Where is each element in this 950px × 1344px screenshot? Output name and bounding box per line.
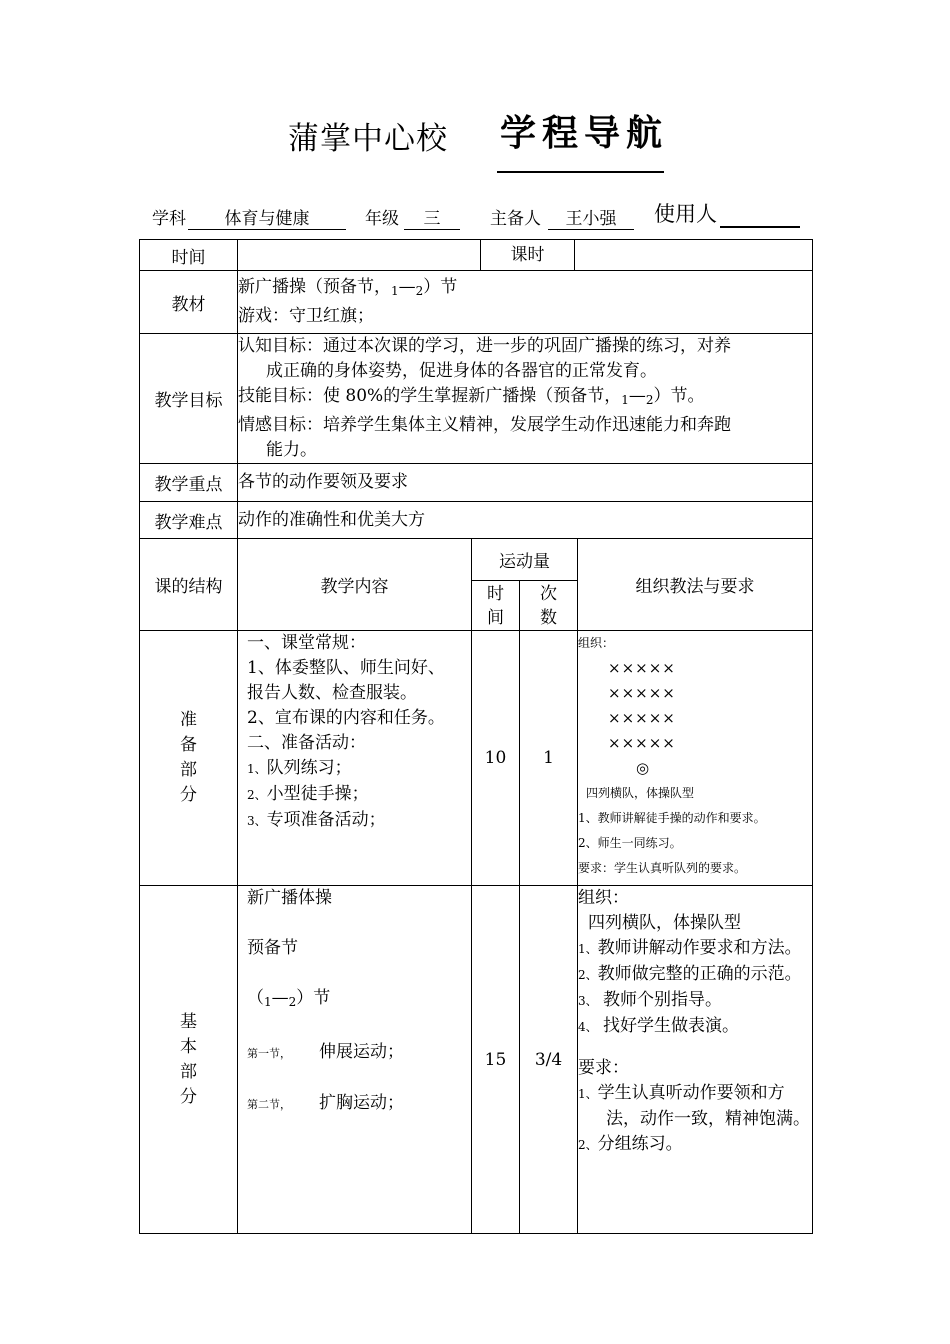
material-sub1: 1 [391,284,399,298]
user-label: 使用人 [654,202,717,226]
prep-num: 1、 [247,762,267,776]
basic-sub2: 2 [288,995,297,1009]
formation-row: ××××× [608,684,676,702]
basic-num: 2、 [578,968,598,982]
basic-method [578,886,813,1234]
prep-section-label [140,631,238,886]
prep-requirement: 要求：学生认真听队列的要求。 [578,861,747,875]
subject-label: 学科 [152,209,186,229]
prep-method [578,631,813,886]
difficulty-value: 动作的准确性和优美大方 [238,502,813,539]
prep-line: 1、体委整队、师生问好、 [247,658,445,678]
material-dash: — [398,277,416,297]
basic-num: 3、 [578,994,598,1008]
load-header: 运动量 [472,539,578,581]
basic-method-line: 教师个别指导。 [597,990,723,1010]
basic-line: 伸展运动； [319,1042,404,1062]
basic-num: 1、 [578,1087,598,1101]
prep-formation: 四列横队，体操队型 [586,786,695,800]
basic-sub1: 1 [264,995,272,1009]
document-title: 学程导航 [500,112,669,154]
user-value [720,202,800,228]
prep-line: 一、课堂常规： [247,633,366,653]
goal-skill: 技能目标：使 80%的学生掌握新广播操（预备节， [238,386,622,406]
key-label: 教学重点 [140,464,238,502]
prep-line: 队列练习； [266,758,352,778]
basic-method-line: 教师讲解动作要求和方法。 [597,938,802,958]
basic-method-line: 教师做完整的正确的示范。 [597,964,802,984]
basic-paren-end: ）节 [296,988,331,1008]
basic-section-label [140,886,238,1234]
goal-skill-end: ）节。 [653,386,705,406]
basic-line: 新广播体操 [247,888,332,908]
load-time-char2: 间 [487,607,504,628]
prep-num: 2、 [247,788,267,802]
preparer-label: 主备人 [490,209,541,229]
prep-method-line: 1、教师讲解徒手操的动作和要求。 [578,811,766,825]
prep-char: 分 [180,785,197,805]
basic-char: 基 [180,1011,197,1032]
basic-dash: — [271,988,289,1008]
prep-method-line: 2、师生一同练习。 [578,836,682,850]
subject-value: 体育与健康 [188,204,346,230]
goal-skill-sub1: 1 [621,393,629,407]
basic-char: 分 [180,1086,197,1107]
material-line1-end: ）节 [423,277,458,297]
basic-org-head: 组织： [578,888,629,908]
lesson-plan-table [139,239,813,1234]
basic-num: 2、 [578,1138,598,1152]
time-label: 时间 [140,240,238,271]
prep-line: 2、宣布课的内容和任务。 [247,708,445,728]
prep-char: 备 [180,735,197,755]
goals-label: 教学目标 [140,334,238,464]
section-number-label: 第一节， [247,1047,291,1060]
content-header: 教学内容 [238,539,472,631]
meta-line [152,198,812,232]
formation-row: ××××× [608,709,676,727]
school-name: 蒲掌中心校 [288,121,448,157]
document-header [0,105,950,165]
preparer-value: 王小强 [548,204,634,230]
time-value [238,240,481,270]
goal-emotion: 情感目标：培养学生集体主义精神，发展学生动作迅速能力和奔跑 [238,415,731,435]
basic-requirement: 学生认真听动作要领和方法，动作一致，精神饱满。 [597,1083,810,1129]
goal-cognitive-cont: 成正确的身体姿势，促进身体的各器官的正常发育。 [266,361,657,381]
basic-line: 扩胸运动； [319,1093,404,1113]
basic-char: 本 [180,1036,197,1057]
period-label: 课时 [481,240,575,270]
basic-paren: （ [247,988,264,1008]
material-label: 教材 [140,271,238,334]
material-line1: 新广播操（预备节， [238,277,391,297]
prep-count: 1 [520,631,578,886]
prep-line: 专项准备活动； [266,810,386,830]
basic-char: 部 [180,1061,197,1082]
load-time-header [472,581,520,631]
teacher-mark: ◎ [636,759,650,777]
period-value [575,240,812,270]
formation-row: ××××× [608,734,676,752]
load-count-header [520,581,578,631]
title-underline [497,171,664,173]
prep-org-head: 组织： [578,636,615,650]
basic-method-line: 找好学生做表演。 [597,1016,740,1036]
difficulty-label: 教学难点 [140,502,238,539]
key-value: 各节的动作要领及要求 [238,464,813,502]
basic-content [238,886,472,1234]
basic-count: 3/4 [520,886,578,1234]
prep-line: 报告人数、检查服装。 [247,683,417,703]
basic-num: 4、 [578,1020,598,1034]
basic-line: 预备节 [247,938,298,958]
material-sub2: 2 [415,284,424,298]
prep-char: 部 [180,760,197,780]
material-line2: 游戏：守卫红旗； [238,306,374,326]
prep-time: 10 [472,631,520,886]
basic-requirement: 分组练习。 [597,1134,683,1154]
load-count-char2: 数 [540,607,557,628]
material-content [238,271,813,334]
grade-label: 年级 [365,209,399,229]
basic-req-head: 要求： [578,1058,629,1078]
section-number-label: 第二节， [247,1098,291,1111]
method-header: 组织教法与要求 [578,539,813,631]
goal-emotion-cont: 能力。 [266,440,317,460]
formation-row: ××××× [608,659,676,677]
load-count-char1: 次 [540,583,557,604]
basic-formation: 四列横队，体操队型 [588,913,741,933]
structure-header: 课的结构 [140,539,238,631]
goal-skill-dash: — [628,386,646,406]
prep-line: 二、准备活动： [247,733,366,753]
grade-value: 三 [404,204,460,230]
prep-num: 3、 [247,814,267,828]
load-time-char1: 时 [487,583,504,604]
goals-content [238,334,813,464]
prep-content [238,631,472,886]
prep-char: 准 [180,710,197,730]
prep-line: 小型徒手操； [266,784,369,804]
goal-cognitive: 认知目标：通过本次课的学习，进一步的巩固广播操的练习，对养 [238,336,731,356]
goal-skill-sub2: 2 [645,393,654,407]
basic-time: 15 [472,886,520,1234]
basic-num: 1、 [578,942,598,956]
